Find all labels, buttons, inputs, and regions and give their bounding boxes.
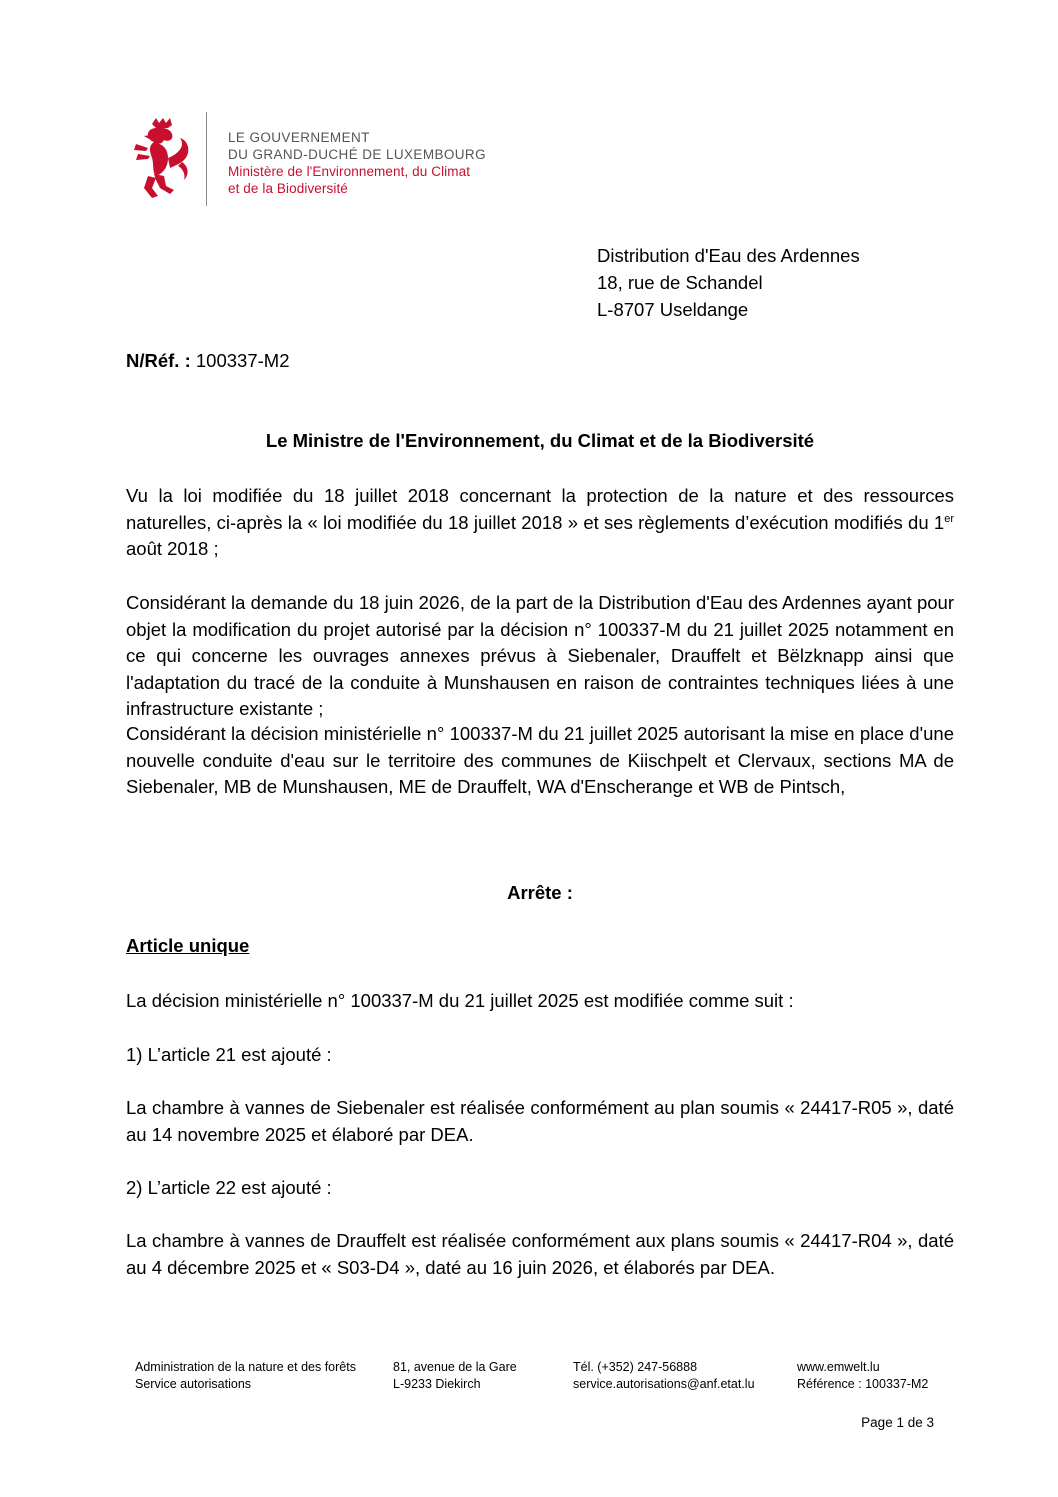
page-number: Page 1 de 3 [861,1415,934,1430]
paragraph-article-22: 2) L’article 22 est ajouté : [126,1177,332,1198]
footer-col2-line2: L-9233 Diekirch [393,1376,481,1391]
footer-phone: Tél. (+352) 247-56888 [573,1360,698,1374]
reference-value: 100337-M2 [195,350,290,371]
gov-line-2: DU GRAND-DUCHÉ DE LUXEMBOURG [228,147,486,162]
arrete-heading: Arrête : [507,882,573,903]
footer-email: service.autorisations@anf.etat.lu [573,1376,755,1391]
footer-col1-line2: Service autorisations [135,1376,252,1391]
header-divider [206,112,207,206]
footer-address [393,1359,517,1392]
footer-administration [135,1359,356,1392]
paragraph-1-end: août 2018 ; [126,538,219,559]
recipient-line-1: Distribution d'Eau des Ardennes [597,245,860,266]
document-title: Le Ministre de l'Environnement, du Climat et de la Biodiversité [265,430,815,451]
paragraph-article-21: 1) L’article 21 est ajouté : [126,1044,332,1065]
footer-col1-line1: Administration de la nature et des forêts [135,1360,356,1374]
paragraph-modification: La décision ministérielle n° 100337-M du 21 juillet 2025 est modifiée comme suit : [126,990,794,1011]
footer-col2-line1: 81, avenue de la Gare [393,1360,517,1374]
gov-line-1: LE GOUVERNEMENT [228,130,370,145]
footer-reference: Référence : 100337-M2 [797,1376,929,1391]
red-lion-logo-icon [130,118,192,200]
article-heading: Article unique [126,935,250,956]
paragraph-drauffelt: La chambre à vannes de Drauffelt est réalisée conformément aux plans soumis « 24417-R04 », daté au 4 décembre 2025 et « S03-D4 », daté au 16 juin 2026, et élaborés par DEA. [126,1230,954,1278]
government-header [228,129,486,197]
recipient-line-2: 18, rue de Schandel [597,272,763,293]
paragraph-request: Considérant la demande du 18 juin 2026, de la part de la Distribution d'Eau des Ardennes ayant pour objet la modification du projet autorisé par la décision n° 100337-M du 21 juillet 2025 notamment en ce qui concerne les ouvrages annexes prévus à Siebenaler, Drauffelt et Bëlzknapp ainsi que l'adaptation du tracé de la conduite à Munshausen en raison de contraintes techniques liées à une infrastructure existante ; [126,592,954,719]
footer-web [797,1359,928,1392]
recipient-line-3: L-8707 Useldange [597,299,749,320]
superscript: er [944,512,954,525]
paragraph-1-text: Vu la loi modifiée du 18 juillet 2018 concernant la protection de la nature et des ressources naturelles, ci-après la « loi modifiée du 18 juillet 2018 » et ses règlements d’exécution modifiés du 1 [126,485,954,533]
paragraph-siebenaler: La chambre à vannes de Siebenaler est réalisée conformément au plan soumis « 24417-R05 », daté au 14 novembre 2025 et élaboré par DEA. [126,1097,954,1145]
paragraph-decision: Considérant la décision ministérielle n° 100337-M du 21 juillet 2025 autorisant la mise en place d'une nouvelle conduite d'eau sur le territoire des communes de Kiischpelt et Clervaux, sections MA de Siebenaler, MB de Munshausen, ME de Drauffelt, WA d'Enscherange et WB de Pintsch, [126,723,954,797]
footer-website: www.emwelt.lu [797,1360,880,1374]
recipient-address [597,242,860,323]
reference-label: N/Réf. : [126,350,191,371]
paragraph-legal-basis [126,483,954,563]
footer-contact [573,1359,755,1392]
reference [126,350,289,372]
ministry-line-2: et de la Biodiversité [228,181,348,196]
ministry-line-1: Ministère de l'Environnement, du Climat [228,164,471,179]
